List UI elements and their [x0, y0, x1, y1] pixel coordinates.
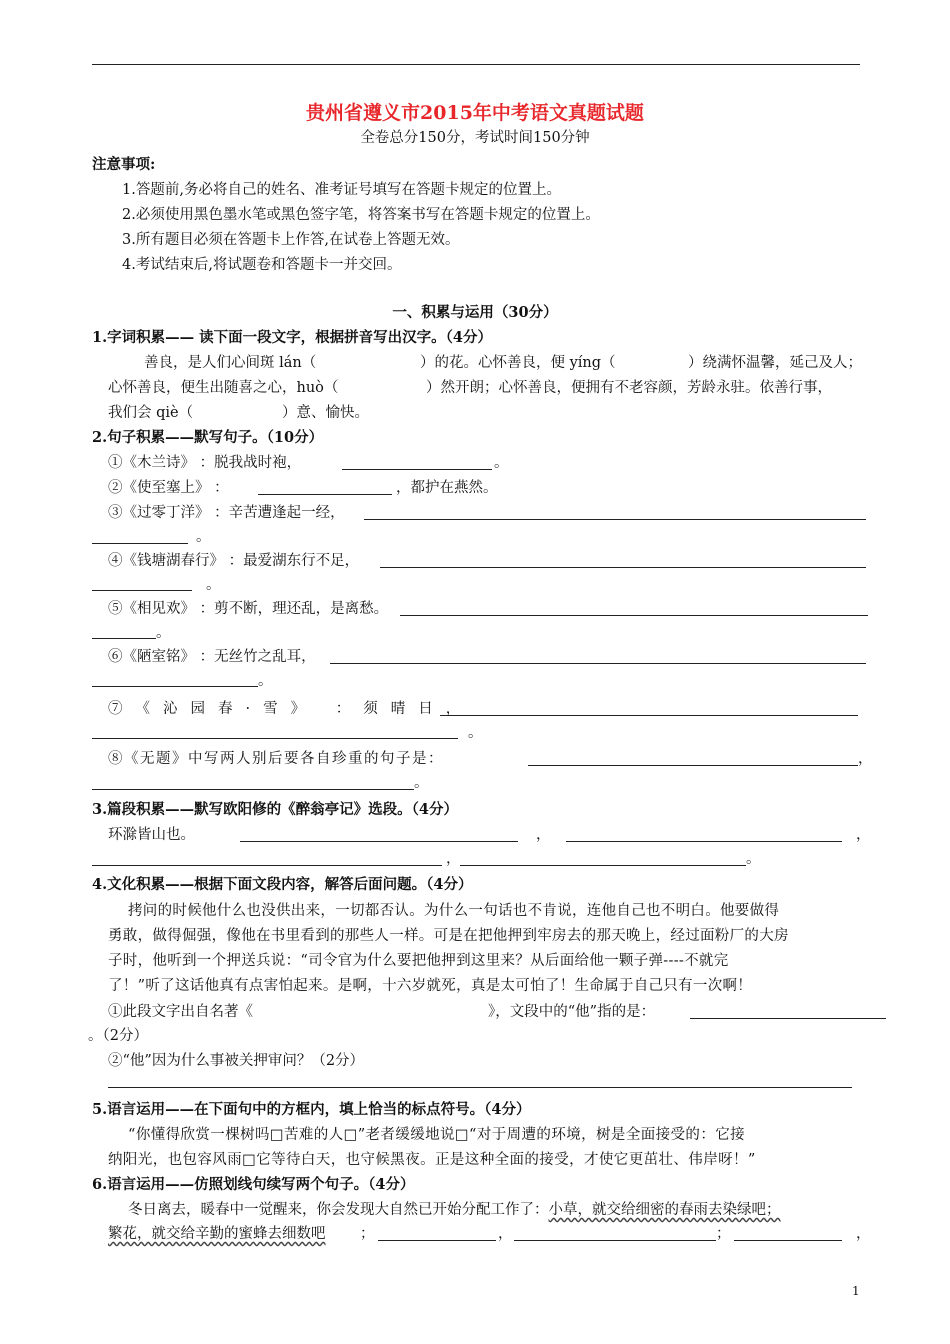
page-title: 贵州省遵义市2015年中考语文真题试题: [306, 102, 644, 124]
q1-text: 心怀善良，便生出随喜之心，huò（: [108, 380, 339, 396]
answer-blank[interactable]: [380, 567, 866, 568]
answer-blank[interactable]: [440, 715, 858, 716]
question-6-title: 6.语言运用——仿照划线句续写两个句子。（4分）: [92, 1176, 415, 1193]
question-4-title: 4.文化积累——根据下面文段内容，解答后面问题。（4分）: [92, 876, 473, 893]
q2-item-6: ⑥《陋室铭》 ：无丝竹之乱耳，: [108, 649, 316, 665]
q6-text: [128, 1200, 781, 1220]
answer-blank[interactable]: [460, 865, 746, 866]
q2-item-5: ⑤《相见欢》 ：剪不断，理还乱，是离愁。: [108, 601, 389, 617]
q4-sub1: ①此段文字出自名著《: [108, 1004, 253, 1020]
q1-text: ）绕满怀温馨，延己及人；: [688, 355, 862, 371]
section-heading: 一、积累与运用（30分）: [392, 304, 558, 321]
notes-item: 2.必须使用黑色墨水笔或黑色签字笔，将答案书写在答题卡规定的位置上。: [122, 207, 600, 223]
answer-blank[interactable]: [92, 865, 442, 866]
q4-passage-line: 拷问的时候他什么也没供出来，一切都否认。为什么一句话也不肯说，连他自己也不明白。他要做得: [128, 903, 780, 919]
question-5-title: 5.语言运用——在下面句中的方框内，填上恰当的标点符号。（4分）: [92, 1101, 531, 1118]
answer-blank[interactable]: [92, 738, 458, 739]
q2-item-7: ⑦《沁园春·雪》 ：须晴日，: [108, 701, 474, 717]
q2-item-3-end: 。: [196, 529, 211, 545]
q2-item-4: ④《钱塘湖春行》 ：最爱湖东行不足，: [108, 553, 360, 569]
q6-comma: ，: [498, 1226, 513, 1242]
header-rule: [92, 64, 860, 65]
q2-item-8: ⑧《无题》中写两人别后要各自珍重的句子是：: [108, 751, 444, 767]
q1-text: ）意、愉快。: [282, 405, 369, 421]
answer-blank[interactable]: [330, 663, 866, 664]
answer-blank[interactable]: [528, 765, 858, 766]
q1-text: 善良，是人们心间斑 lán（: [144, 355, 317, 371]
q6-semicolon: ；: [716, 1226, 731, 1242]
answer-blank[interactable]: [734, 1240, 842, 1241]
q2-item-6-end: 。: [258, 673, 273, 689]
q4-passage-line: 勇敢，做得倔强，像他在书里看到的那些人一样。可是在把他押到牢房去的那天晚上，经过面粉厂的大房: [108, 928, 789, 944]
notes-item: 3.所有题目必须在答题卡上作答,在试卷上答题无效。: [122, 232, 460, 248]
q2-item-8-end: ，: [858, 751, 873, 767]
notes-item: 4.考试结束后,将试题卷和答题卡一并交回。: [122, 257, 402, 273]
q5-sentence: 纳阳光，也包容风雨□它等待白天，也守候黑夜。正是这种全面的接受，才使它更茁壮、伟岸呀！”: [108, 1152, 756, 1168]
q2-item-7-end: 。: [468, 725, 483, 741]
answer-blank[interactable]: [108, 1087, 852, 1088]
q1-text: 我们会 qiè（: [108, 405, 194, 421]
q6-lead: 冬日离去，暖春中一觉醒来，你会发现大自然已开始分配工作了：: [128, 1202, 549, 1218]
answer-blank[interactable]: [378, 1240, 496, 1241]
q1-text: ）的花。心怀善良，便 yíng（: [420, 355, 616, 371]
q4-sub1-end: 。（2分）: [88, 1028, 148, 1044]
answer-blank[interactable]: [92, 638, 156, 639]
answer-blank[interactable]: [240, 841, 518, 842]
notes-heading: 注意事项:: [92, 156, 156, 173]
notes-item: 1.答题前,务必将自己的姓名、准考证号填写在答题卡规定的位置上。: [122, 182, 561, 198]
q2-item-2-end: ，都护在燕然。: [396, 480, 498, 496]
answer-blank[interactable]: [566, 841, 842, 842]
q5-sentence: “你懂得欣赏一棵树吗□苦难的人□”老者缓缓地说□“对于周遭的环境，树是全面接受的：它接: [128, 1127, 746, 1143]
q4-passage-line: 了！”听了这话他真有点害怕起来。是啊，十六岁就死，真是太可怕了！生命属于自己只有一次啊！: [108, 978, 753, 994]
answer-blank[interactable]: [364, 519, 866, 520]
q3-comma: ，: [536, 827, 551, 843]
question-3-title: 3.篇段积累——默写欧阳修的《醉翁亭记》选段。（4分）: [92, 801, 458, 818]
q3-start: 环滁皆山也。: [108, 827, 195, 843]
page-number: 1: [852, 1284, 860, 1298]
q2-item-2: ②《使至塞上》 ：: [108, 480, 229, 496]
q2-item-1: ①《木兰诗》 ：脱我战时袍，: [108, 455, 302, 471]
answer-blank[interactable]: [92, 686, 258, 687]
answer-blank[interactable]: [342, 469, 492, 470]
page-subtitle: 全卷总分150分，考试时间150分钟: [360, 130, 590, 146]
q3-comma: ，: [856, 827, 871, 843]
answer-blank[interactable]: [514, 1240, 716, 1241]
q2-item-1-end: 。: [494, 455, 509, 471]
q4-passage-line: 子时，他听到一个押送兵说：“司令官为什么要把他押到这里来？从后面给他一颗子弹----不就完: [108, 953, 729, 969]
q2-item-5-end: 。: [156, 625, 171, 641]
q3-period: 。: [746, 851, 761, 867]
q6-comma: ，: [856, 1226, 871, 1242]
q2-item-3: ③《过零丁洋》 ：辛苦遭逢起一经，: [108, 505, 345, 521]
question-2-title: 2.句子积累——默写句子。（10分）: [92, 429, 324, 446]
q2-item-8-end2: 。: [414, 775, 429, 791]
answer-blank[interactable]: [258, 494, 392, 495]
answer-blank[interactable]: [92, 543, 188, 544]
answer-blank[interactable]: [92, 789, 414, 790]
q6-example-underlined: 小草，就交给细密的春雨去染绿吧；: [548, 1202, 781, 1218]
q4-sub1: 》，文段中的“他”指的是：: [488, 1004, 656, 1020]
answer-blank[interactable]: [400, 615, 868, 616]
answer-blank[interactable]: [690, 1018, 886, 1019]
q1-text: ）然开朗；心怀善良，便拥有不老容颜，芳龄永驻。依善行事，: [426, 380, 832, 396]
q4-sub2: ②“他”因为什么事被关押审问？（2分）: [108, 1053, 365, 1069]
answer-blank[interactable]: [92, 590, 192, 591]
q3-comma: ，: [446, 851, 461, 867]
q6-semicolon: ；: [360, 1226, 375, 1242]
q2-item-4-end: 。: [206, 577, 221, 593]
question-1-title: 1.字词积累—— 读下面一段文字，根据拼音写出汉字。（4分）: [92, 329, 493, 346]
q6-example-underlined: 繁花，就交给辛勤的蜜蜂去细数吧: [108, 1226, 326, 1242]
